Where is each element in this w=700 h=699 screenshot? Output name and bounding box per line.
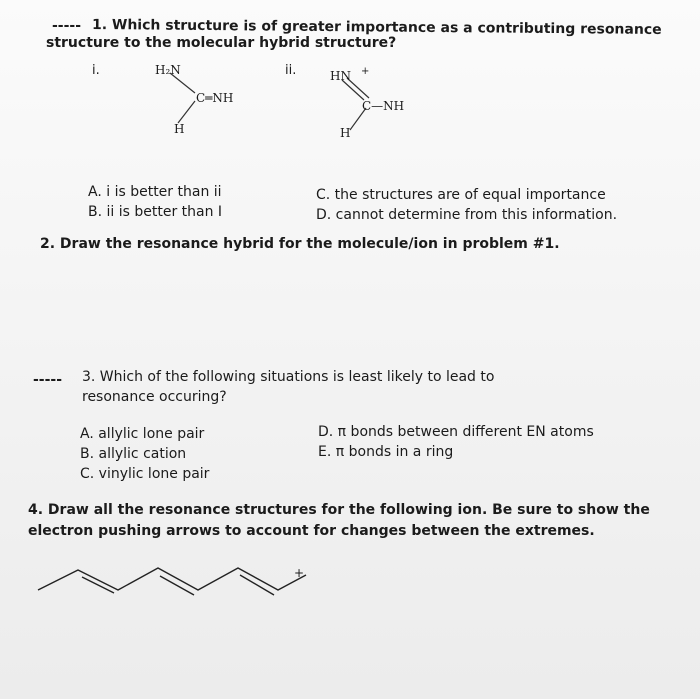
- q3-answer-blank[interactable]: -----: [33, 372, 63, 388]
- q3-option-e[interactable]: E. π bonds in a ring: [318, 444, 454, 460]
- q3-option-c[interactable]: C. vinylic lone pair: [80, 466, 210, 482]
- q3-option-d[interactable]: D. π bonds between different EN atoms: [318, 424, 594, 440]
- q1-option-b[interactable]: B. ii is better than I: [88, 204, 223, 220]
- structure-ii-cnh: C—NH: [362, 99, 405, 113]
- q1-question-line1: 1. Which structure is of greater importance as a contributing resonance: [91, 17, 662, 38]
- q3-option-a[interactable]: A. allylic lone pair: [80, 426, 205, 442]
- q3-option-b[interactable]: B. allylic cation: [80, 446, 187, 462]
- q1-option-a[interactable]: A. i is better than ii: [88, 184, 222, 200]
- structure-ii-hn: HN: [330, 69, 351, 83]
- structure-i-cnh: C═NH: [196, 91, 234, 105]
- q1-answer-blank[interactable]: -----: [52, 18, 82, 34]
- q3-question-line2: resonance occuring?: [82, 389, 227, 405]
- q1-label-i: i.: [92, 63, 100, 78]
- q4-question-line2: electron pushing arrows to account for changes between the extremes.: [28, 523, 595, 539]
- structure-i-h: H: [174, 122, 185, 136]
- q2-question: 2. Draw the resonance hybrid for the molecule/ion in problem #1.: [40, 236, 560, 252]
- q3-question-line1: 3. Which of the following situations is least likely to lead to: [82, 369, 495, 385]
- structure-i-h2n: H₂N: [155, 63, 181, 77]
- structure-ii-charge: +: [361, 66, 370, 77]
- q4-ion-skeletal-structure: [30, 550, 320, 610]
- q1-question-line2: structure to the molecular hybrid structure?: [46, 35, 397, 51]
- q1-option-d[interactable]: D. cannot determine from this information.: [316, 207, 618, 223]
- q1-label-ii: ii.: [285, 63, 297, 78]
- q4-question-line1: 4. Draw all the resonance structures for the following ion. Be sure to show the: [28, 502, 650, 518]
- q4-ion-charge: +: [294, 566, 305, 580]
- q1-option-c[interactable]: C. the structures are of equal importance: [316, 187, 606, 203]
- structure-ii-h: H: [340, 126, 351, 140]
